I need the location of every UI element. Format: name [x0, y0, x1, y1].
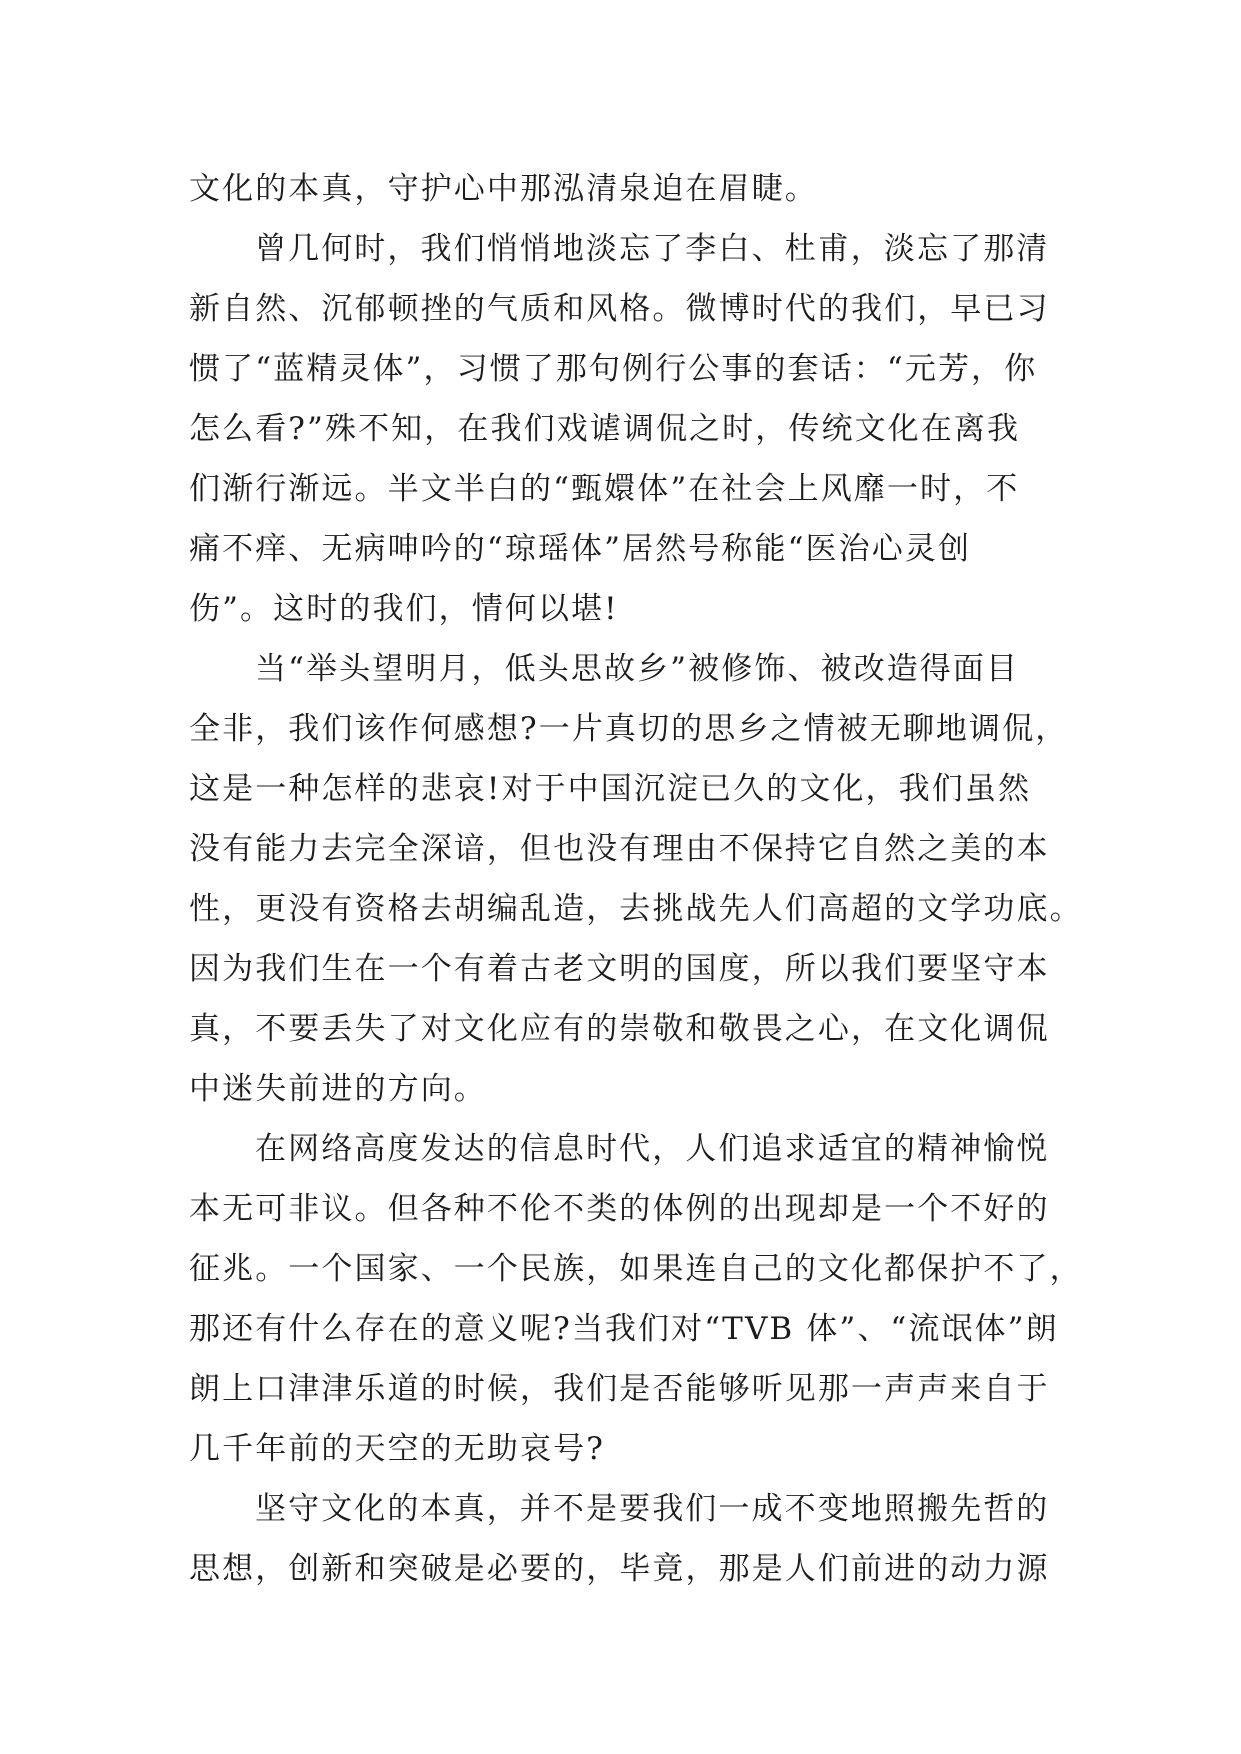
text-line: 朗上口津津乐道的时候，我们是否能够听见那一声声来自于 — [189, 1371, 1050, 1407]
text-line: 文化的本真，守护心中那泓清泉迫在眉睫。 — [189, 171, 818, 207]
paragraph-start-line: 曾几何时，我们悄悄地淡忘了李白、杜甫，淡忘了那清 — [255, 231, 1050, 267]
text-line: 几千年前的天空的无助哀号? — [189, 1431, 605, 1467]
text-line: 征兆。一个国家、一个民族，如果连自己的文化都保护不了， — [189, 1251, 1083, 1287]
text-line: 痛不痒、无病呻吟的“琼瑶体”居然号称能“医治心灵创 — [189, 531, 972, 567]
text-line: 没有能力去完全深谙，但也没有理由不保持它自然之美的本 — [189, 831, 1050, 867]
paragraph-start-line: 坚守文化的本真，并不是要我们一成不变地照搬先哲的 — [255, 1491, 1050, 1527]
text-line: 新自然、沉郁顿挫的气质和风格。微博时代的我们，早已习 — [189, 291, 1050, 327]
text-line: 这是一种怎样的悲哀!对于中国沉淀已久的文化，我们虽然 — [189, 771, 1032, 807]
paragraph-start-line: 当“举头望明月，低头思故乡”被修饰、被改造得面目 — [255, 651, 1020, 687]
text-line: 那还有什么存在的意义呢?当我们对“TVB 体”、“流氓体”朗 — [189, 1311, 1059, 1347]
text-line: 思想，创新和突破是必要的，毕竟，那是人们前进的动力源 — [189, 1551, 1050, 1587]
text-line: 全非，我们该作何感想?一片真切的思乡之情被无聊地调侃， — [189, 711, 1069, 747]
text-line: 中迷失前进的方向。 — [189, 1071, 487, 1107]
text-line: 性，更没有资格去胡编乱造，去挑战先人们高超的文学功底。 — [189, 891, 1083, 927]
text-line: 伤”。这时的我们，情何以堪! — [189, 591, 619, 627]
text-line: 真，不要丢失了对文化应有的崇敬和敬畏之心，在文化调侃 — [189, 1011, 1050, 1047]
text-line: 怎么看?”殊不知，在我们戏谑调侃之时，传统文化在离我 — [189, 411, 1021, 447]
text-line: 们渐行渐远。半文半白的“甄嬛体”在社会上风靡一时，不 — [189, 471, 1020, 507]
text-line: 本无可非议。但各种不伦不类的体例的出现却是一个不好的 — [189, 1191, 1050, 1227]
text-line: 惯了“蓝精灵体”，习惯了那句例行公事的套话：“元芳，你 — [189, 351, 1038, 387]
text-line: 因为我们生在一个有着古老文明的国度，所以我们要坚守本 — [189, 951, 1050, 987]
essay-body — [189, 159, 1083, 1599]
paragraph-start-line: 在网络高度发达的信息时代，人们追求适宜的精神愉悦 — [255, 1131, 1050, 1167]
